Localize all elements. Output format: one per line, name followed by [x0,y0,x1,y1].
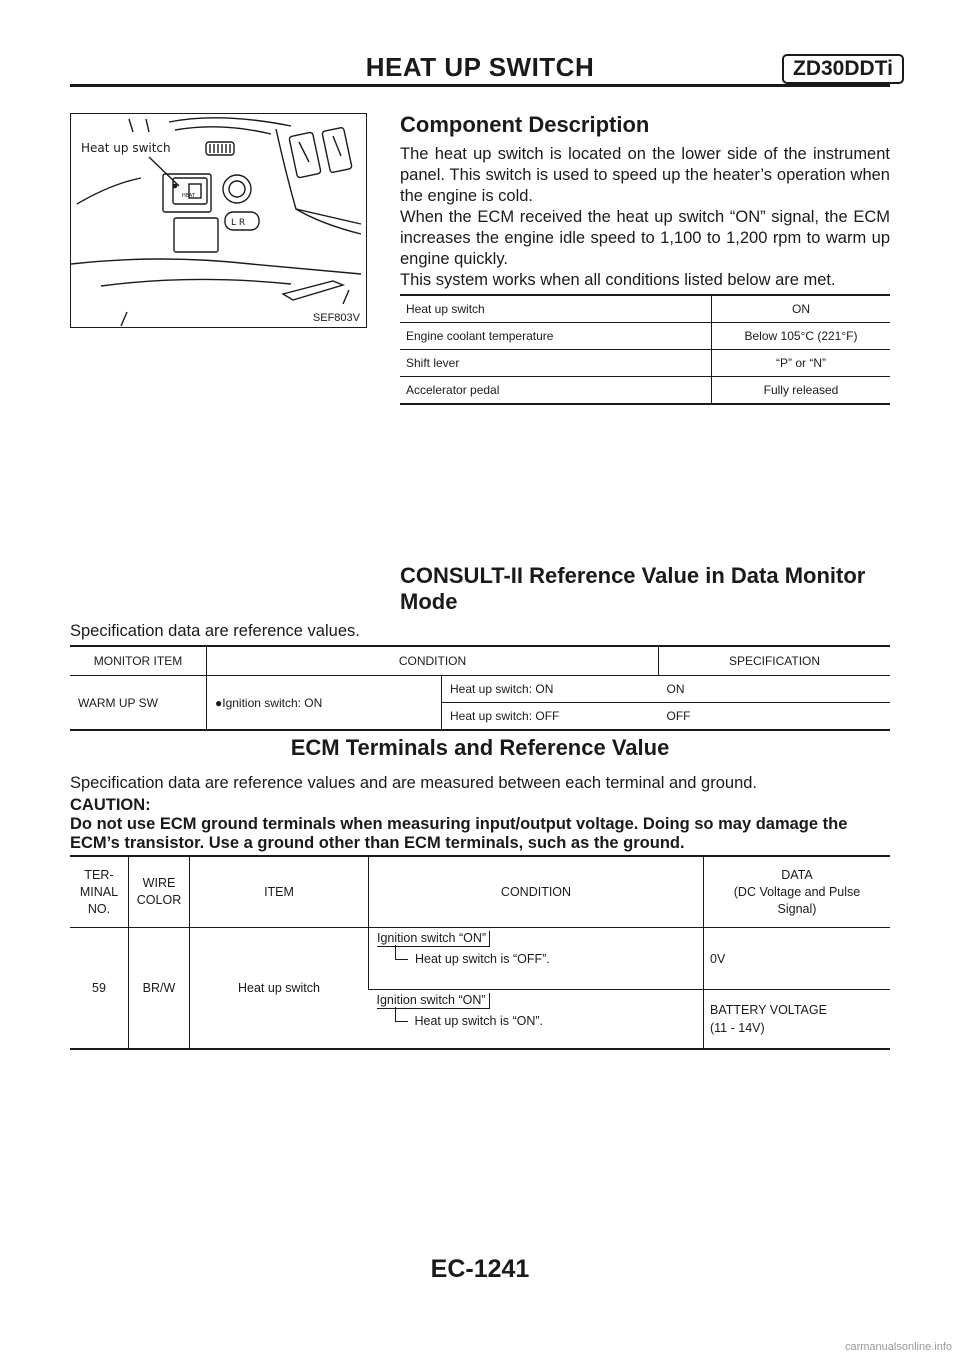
bullet-icon: ● [215,695,223,710]
caution-title: CAUTION: [70,796,151,814]
monitor-condition [207,676,442,731]
table-row [70,676,890,703]
column-header-terminal [70,856,129,928]
component-description-text [400,144,890,291]
column-header-condition: CONDITION [369,856,704,928]
terminal-item: Heat up switch [190,928,369,1050]
table-row [70,928,890,990]
header-line: TER- [84,867,114,882]
monitor-spec: ON [659,676,891,703]
data-monitor-table [70,645,890,731]
terminal-number: 59 [70,928,129,1050]
column-header-item: ITEM [190,856,369,928]
data-value: 0V [710,951,726,966]
condition-value: “P” or “N” [712,350,891,377]
header-line: NO. [87,901,111,916]
monitor-item: WARM UP SW [70,676,207,731]
data-value: (11 - 14V) [710,1021,765,1035]
monitor-condition-text: Ignition switch: ON [222,695,323,710]
condition-item: Heat up switch [400,295,712,323]
paragraph: The heat up switch is located on the lower side of the instrument panel. This switch is used to speed up the heater’s operation when the engine is cold. [400,145,890,205]
terminal-data [704,990,891,1050]
consult-reference-intro: Specification data are reference values. [70,622,360,640]
header-line: MINAL [79,884,119,899]
condition-value: Below 105°C (221°F) [712,323,891,350]
header-line: WIRE [142,876,176,890]
terminal-condition [369,990,704,1050]
heat-up-switch-figure [70,113,367,328]
ecm-terminals-intro: Specification data are reference values and are measured between each terminal and ground. [70,774,758,792]
conditions-table [400,294,890,405]
monitor-sub-condition: Heat up switch: ON [442,676,659,703]
terminal-data [704,928,891,990]
condition-sub: Heat up switch is “ON”. [391,1013,698,1029]
terminal-condition [369,928,704,990]
condition-main: Ignition switch “ON” [377,931,490,947]
header-line: COLOR [136,893,182,907]
page-title: HEAT UP SWITCH [365,52,595,82]
switch-label: HEAT [182,193,196,199]
figure-ref: SEF803V [312,312,360,324]
table-row [400,295,890,323]
header-line: Signal) [777,901,817,916]
column-header: SPECIFICATION [659,646,891,676]
component-description-heading: Component Description [400,112,650,137]
data-value: BATTERY VOLTAGE [710,1003,827,1017]
model-badge: ZD30DDTi [782,54,904,84]
ecm-terminal-table [70,855,890,1050]
header-line: (DC Voltage and Pulse [733,884,861,899]
header-rule [70,84,890,87]
table-row [400,377,890,405]
svg-text:L R: L R [231,218,246,228]
column-header-wire [129,856,190,928]
condition-main: Ignition switch “ON” [377,993,490,1009]
condition-item: Engine coolant temperature [400,323,712,350]
monitor-spec: OFF [659,703,891,731]
paragraph: This system works when all conditions listed below are met. [400,271,836,289]
watermark[interactable]: carmanualsonline.info [844,1341,952,1353]
table-row [400,350,890,377]
wire-color: BR/W [129,928,190,1050]
header-line: DATA [781,867,813,882]
condition-item: Shift lever [400,350,712,377]
condition-item: Accelerator pedal [400,377,712,405]
ecm-terminals-heading: ECM Terminals and Reference Value [290,735,670,760]
page-number: EC-1241 [430,1255,530,1283]
monitor-sub-condition: Heat up switch: OFF [442,703,659,731]
column-header: MONITOR ITEM [70,646,207,676]
caution-text: Do not use ECM ground terminals when measuring input/output voltage. Doing so may damage the ECM’s transistor. Use a ground other than ECM terminals, such as the ground. [70,815,848,852]
condition-value: ON [712,295,891,323]
condition-sub: Heat up switch is “OFF”. [391,951,697,967]
column-header: CONDITION [207,646,659,676]
paragraph: When the ECM received the heat up switch “ON” signal, the ECM increases the engine idle speed to 1,100 to 1,200 rpm to warm up engine quickly. [400,208,890,268]
table-row [400,323,890,350]
column-header-data [704,856,891,928]
condition-value: Fully released [712,377,891,405]
table-header-row [70,856,890,928]
consult-reference-heading: CONSULT-II Reference Value in Data Monitor Mode [400,563,866,614]
table-header-row [70,646,890,676]
figure-caption: Heat up switch [81,141,171,155]
